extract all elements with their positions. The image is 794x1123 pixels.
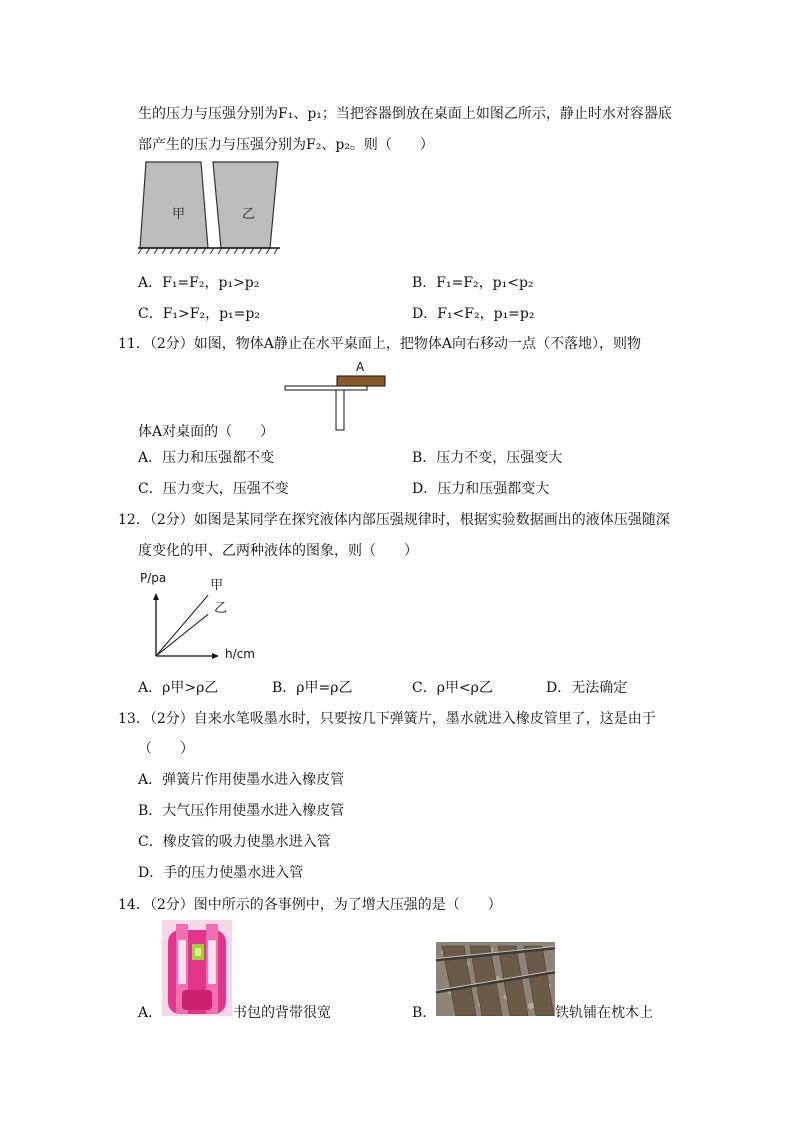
intro-line-2: 部产生的压力与压强分别为F₂、p₂。则（ ） <box>138 137 434 153</box>
q12-stem-1: 12．（2分）如图是某同学在探究液体内部压强规律时，根据实验数据画出的液体压强随深 <box>118 512 670 528</box>
pressure-depth-chart <box>130 566 270 666</box>
intro-line-1: 生的压力与压强分别为F₁、p₁；当把容器倒放在桌面上如图乙所示，静止时水对容器底 <box>138 106 672 122</box>
chart-ylabel: P/pa <box>140 571 167 585</box>
q12-option-c: C．ρ甲<ρ乙 <box>412 680 493 696</box>
q13-stem-1: 13．（2分）自来水笔吸墨水时，只要按几下弹簧片，墨水就进入橡皮管里了，这是由于 <box>118 711 656 727</box>
q12-option-a: A．ρ甲>ρ乙 <box>138 680 219 696</box>
q11-label-a: A <box>356 360 365 374</box>
q12-option-b: B．ρ甲=ρ乙 <box>272 680 353 696</box>
q11-option-d: D．压力和压强都变大 <box>412 481 550 497</box>
q13-option-b: B．大气压作用使墨水进入橡皮管 <box>138 803 345 819</box>
q13-option-c: C．橡皮管的吸力使墨水进入管 <box>138 834 331 850</box>
q14-option-b-text: 铁轨铺在枕木上 <box>555 1005 653 1021</box>
q11-option-a: A．压力和压强都不变 <box>138 450 275 466</box>
table-top <box>285 386 367 390</box>
intro-option-b: B．F₁=F₂，p₁<p₂ <box>412 275 534 291</box>
table-leg <box>336 390 344 430</box>
q14-stem: 14．（2分）图中所示的各事例中，为了增大压强的是（ ） <box>118 897 502 913</box>
q13-stem-2: （ ） <box>138 741 194 757</box>
q14-option-a-letter: A． <box>138 1005 163 1021</box>
series-line-2 <box>156 614 208 656</box>
q14-option-b-letter: B． <box>412 1005 437 1021</box>
containers-figure <box>136 158 281 256</box>
container-yi <box>213 162 278 248</box>
intro-option-c: C．F₁>F₂，p₁=p₂ <box>138 306 260 322</box>
intro-option-d: D．F₁<F₂，p₁=p₂ <box>412 306 535 322</box>
q11-option-c: C．压力变大，压强不变 <box>138 481 289 497</box>
series-label-2: 乙 <box>214 601 228 617</box>
intro-option-a: A．F₁=F₂，p₁>p₂ <box>138 275 260 291</box>
container-jia <box>140 162 208 248</box>
block-a <box>337 376 385 386</box>
q11-option-b: B．压力不变，压强变大 <box>412 450 563 466</box>
y-axis-arrow <box>153 593 159 600</box>
backpack-image <box>162 920 232 1016</box>
q11-stem-1: 11．（2分）如图，物体A静止在水平桌面上，把物体A向右移动一点（不落地），则物 <box>118 336 641 352</box>
chart-xlabel: h/cm <box>225 647 255 661</box>
label-jia: 甲 <box>172 207 186 222</box>
label-yi: 乙 <box>242 207 256 222</box>
q12-option-d: D．无法确定 <box>546 680 628 696</box>
railway-image <box>436 942 555 1016</box>
q13-option-a: A．弹簧片作用使墨水进入橡皮管 <box>138 772 345 788</box>
series-label-1: 甲 <box>210 578 224 594</box>
q13-option-d: D．手的压力使墨水进入管 <box>138 865 304 881</box>
q11-figure <box>284 358 388 434</box>
q12-stem-2: 度变化的甲、乙两种液体的图象，则（ ） <box>138 543 418 559</box>
q11-stem-2: 体A对桌面的（ ） <box>138 424 275 440</box>
series-line-1 <box>156 595 208 656</box>
x-axis-arrow <box>212 653 219 659</box>
q14-option-a-text: 书包的背带很宽 <box>233 1005 331 1021</box>
